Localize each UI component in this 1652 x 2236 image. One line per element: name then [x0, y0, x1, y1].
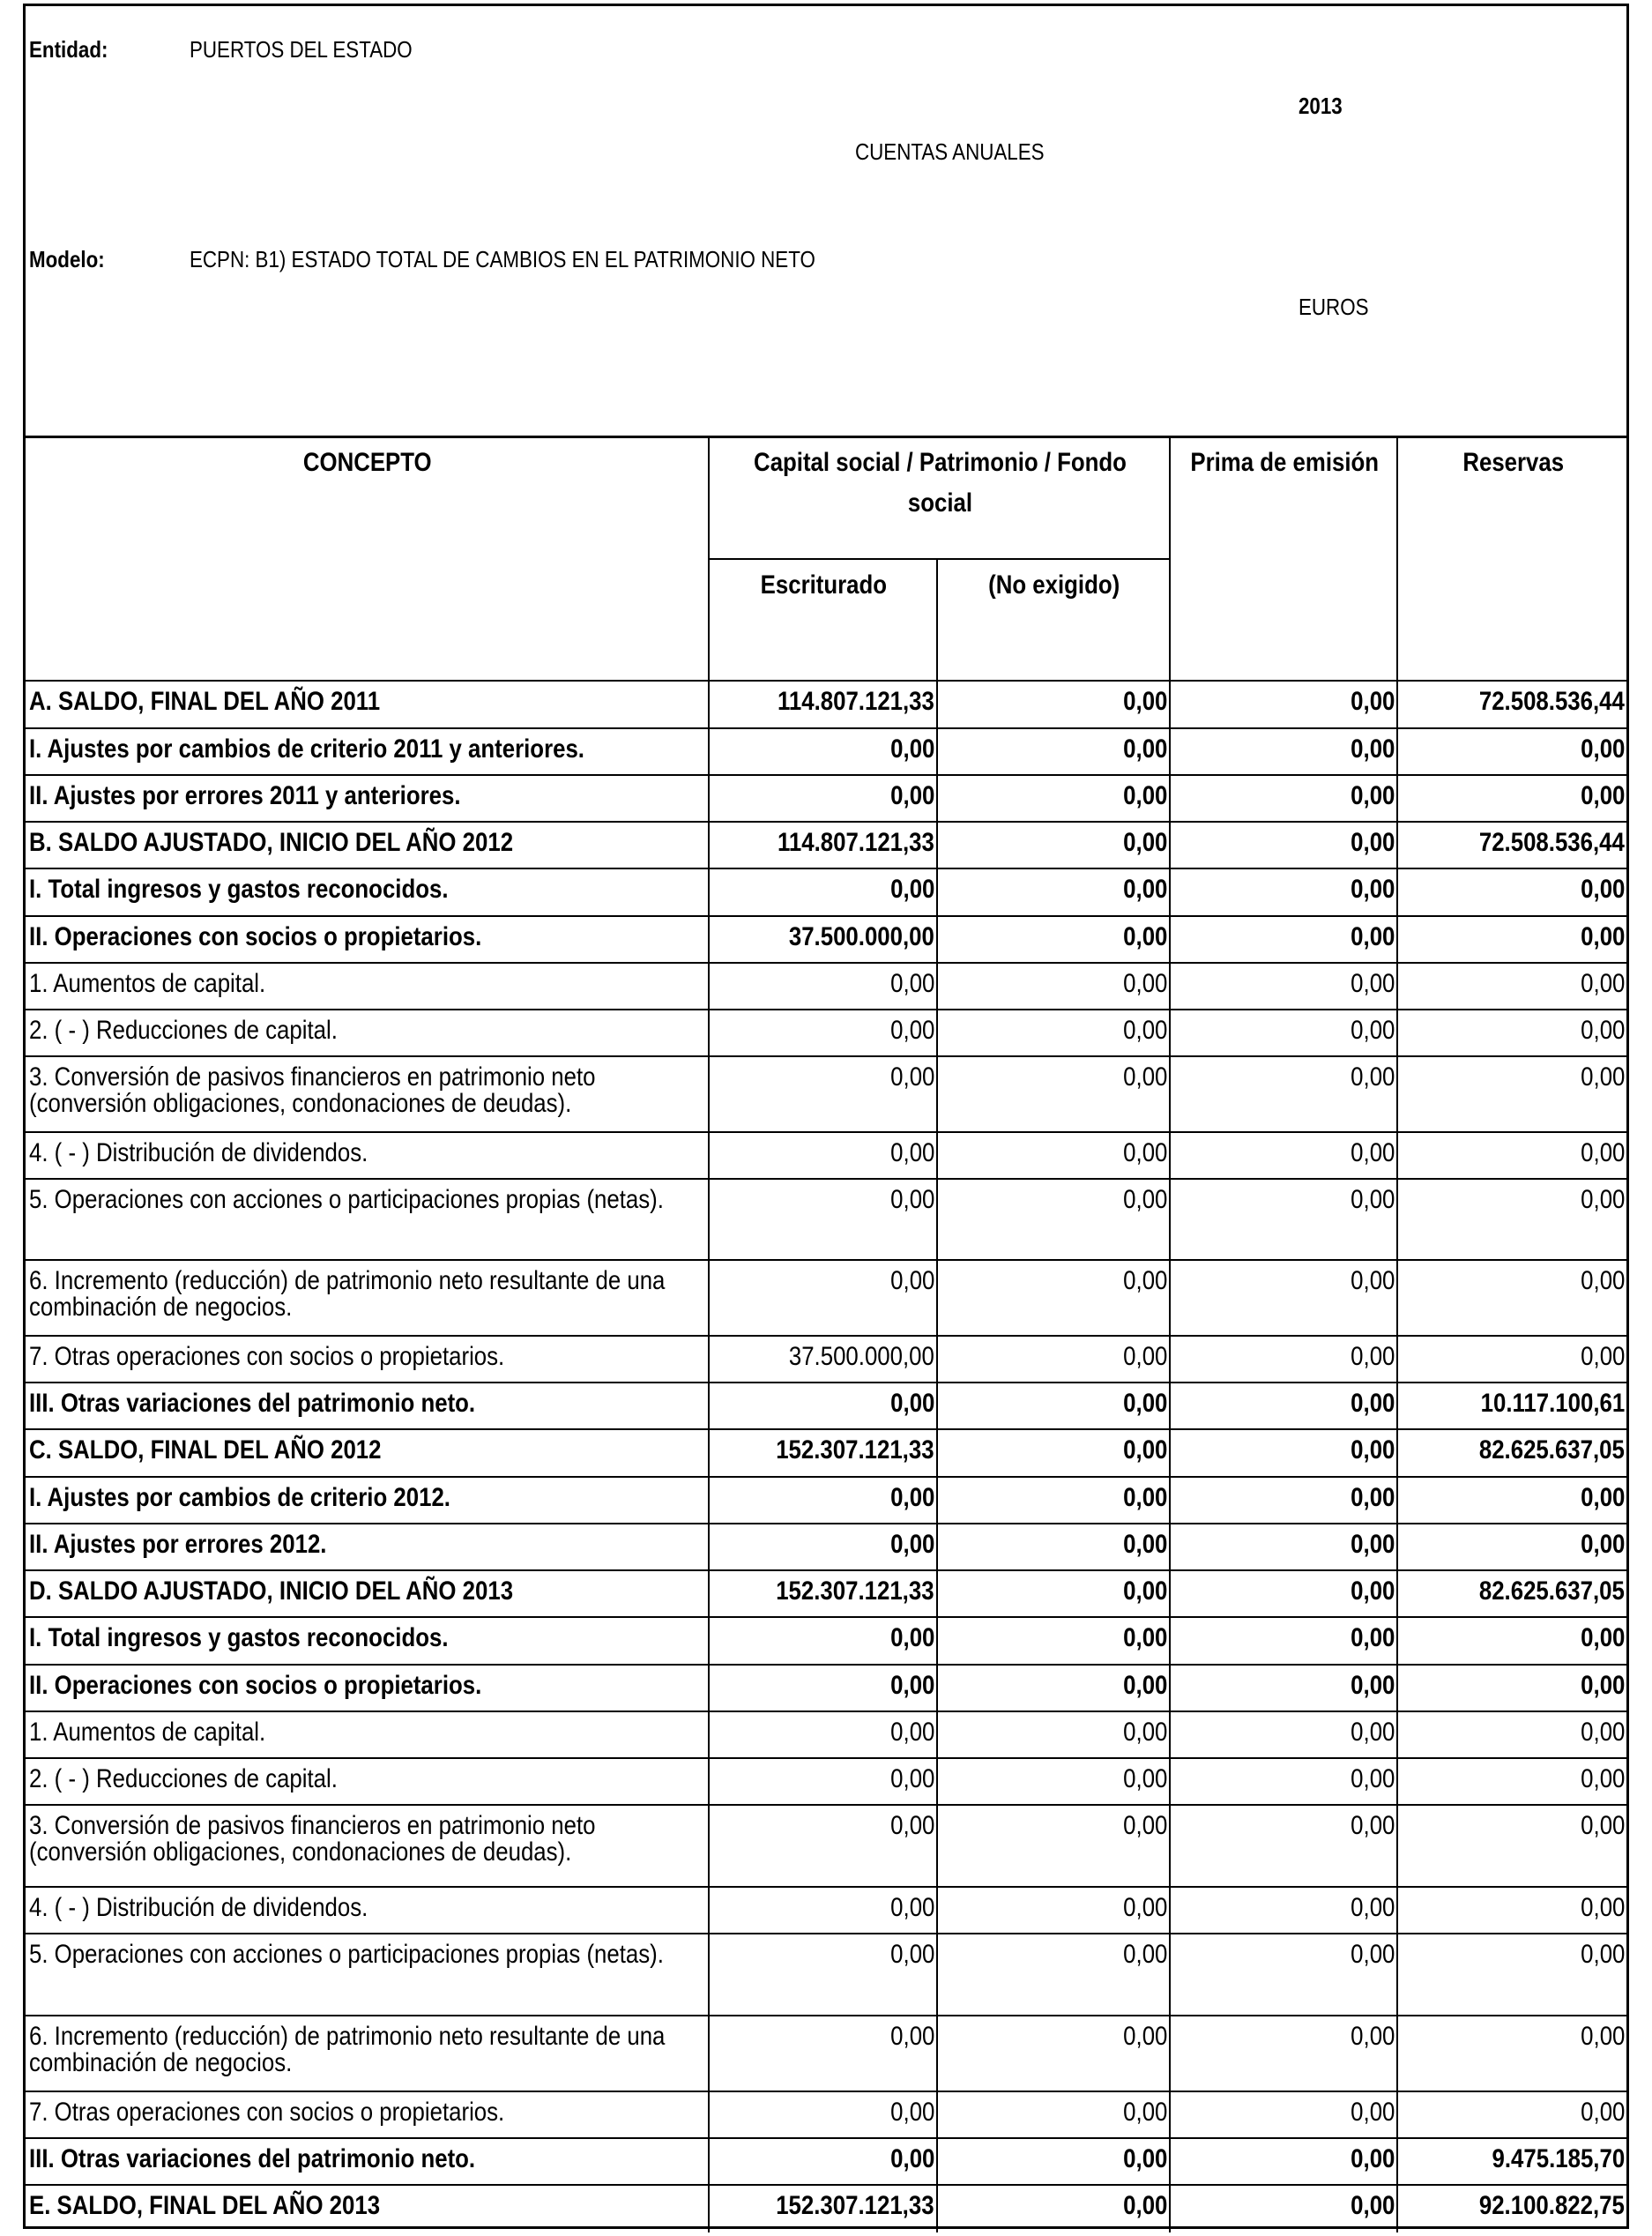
cell-reservas: 9.475.185,70: [1397, 2138, 1626, 2185]
cell-reservas: 0,00: [1397, 1887, 1626, 1934]
cell-escriturado: 0,00: [709, 1260, 937, 1336]
cell-concepto: 5. Operaciones con acciones o participaciones propias (netas).: [26, 1179, 709, 1260]
table-row: [26, 2091, 1626, 2138]
cell-no-exigido: 0,00: [937, 1934, 1170, 2016]
cell-reservas: 0,00: [1397, 1617, 1626, 1665]
cell-no-exigido: 0,00: [937, 1383, 1170, 1429]
cell-no-exigido: 0,00: [937, 2091, 1170, 2138]
table-row: [26, 775, 1626, 822]
cell-no-exigido: 0,00: [937, 1010, 1170, 1056]
cell-concepto: 6. Incremento (reducción) de patrimonio neto resultante de una combinación de negocios.: [26, 2016, 709, 2091]
cell-escriturado: 114.807.121,33: [709, 822, 937, 868]
cell-escriturado: 0,00: [709, 1524, 937, 1570]
cell-concepto: 5. Operaciones con acciones o participaciones propias (netas).: [26, 1934, 709, 2016]
cell-no-exigido: 0,00: [937, 681, 1170, 728]
cell-reservas: 0,00: [1397, 1010, 1626, 1056]
cell-escriturado: 152.307.121,33: [709, 1570, 937, 1617]
cell-escriturado: 0,00: [709, 1056, 937, 1132]
cell-escriturado: 0,00: [709, 1617, 937, 1665]
table-row: [26, 963, 1626, 1010]
cell-reservas: 0,00: [1397, 1665, 1626, 1711]
cell-prima: 0,00: [1170, 1665, 1397, 1711]
cell-prima: 0,00: [1170, 1887, 1397, 1934]
cell-escriturado: 0,00: [709, 2138, 937, 2185]
cell-no-exigido: 0,00: [937, 1132, 1170, 1179]
cell-escriturado: 0,00: [709, 963, 937, 1010]
cell-no-exigido: 0,00: [937, 868, 1170, 916]
report-year: 2013: [1299, 93, 1343, 119]
table-row: [26, 2016, 1626, 2091]
table-row: [26, 1934, 1626, 2016]
cell-escriturado: 0,00: [709, 775, 937, 822]
table-row: [26, 1056, 1626, 1132]
table-row: [26, 1758, 1626, 1805]
cell-concepto: 2. ( - ) Reducciones de capital.: [26, 1010, 709, 1056]
cell-no-exigido: 0,00: [937, 1524, 1170, 1570]
cell-concepto: A. SALDO, FINAL DEL AÑO 2011: [26, 681, 709, 728]
table-row: [26, 1477, 1626, 1524]
table-row: [26, 1711, 1626, 1758]
table-row: [26, 1132, 1626, 1179]
equity-changes-table: [26, 437, 1626, 2232]
table-row: [26, 2138, 1626, 2185]
cell-concepto: 3. Conversión de pasivos financieros en patrimonio neto (conversión obligaciones, condonaciones de deudas).: [26, 1056, 709, 1132]
cell-concepto: 2. ( - ) Reducciones de capital.: [26, 1758, 709, 1805]
cell-escriturado: 0,00: [709, 1383, 937, 1429]
cell-prima: 0,00: [1170, 1524, 1397, 1570]
cell-escriturado: 0,00: [709, 1132, 937, 1179]
cell-reservas: 0,00: [1397, 1056, 1626, 1132]
col-header-no-exigido: (No exigido): [937, 559, 1170, 681]
table-row: [26, 1429, 1626, 1477]
cell-no-exigido: 0,00: [937, 1665, 1170, 1711]
cell-escriturado: 0,00: [709, 1805, 937, 1887]
cell-concepto: I. Total ingresos y gastos reconocidos.: [26, 1617, 709, 1665]
cell-prima: 0,00: [1170, 728, 1397, 775]
cell-no-exigido: 0,00: [937, 1477, 1170, 1524]
cell-reservas: 0,00: [1397, 1711, 1626, 1758]
cell-escriturado: 37.500.000,00: [709, 916, 937, 963]
table-row: [26, 1617, 1626, 1665]
modelo-value: ECPN: B1) ESTADO TOTAL DE CAMBIOS EN EL PATRIMONIO NETO: [190, 246, 815, 272]
table-row: [26, 1570, 1626, 1617]
cell-escriturado: 152.307.121,33: [709, 1429, 937, 1477]
report-title: CUENTAS ANUALES: [855, 138, 1045, 165]
cell-reservas: 72.508.536,44: [1397, 822, 1626, 868]
cell-concepto: II. Operaciones con socios o propietarios.: [26, 1665, 709, 1711]
entidad-label: Entidad:: [29, 36, 108, 63]
cell-concepto: III. Otras variaciones del patrimonio neto.: [26, 2138, 709, 2185]
cell-prima: 0,00: [1170, 1132, 1397, 1179]
col-header-reservas: Reservas: [1397, 437, 1626, 681]
cell-concepto: 4. ( - ) Distribución de dividendos.: [26, 1887, 709, 1934]
cell-escriturado: 0,00: [709, 1477, 937, 1524]
table-row: [26, 1179, 1626, 1260]
cell-prima: 0,00: [1170, 963, 1397, 1010]
cell-escriturado: 0,00: [709, 1934, 937, 2016]
cell-prima: 0,00: [1170, 2016, 1397, 2091]
cell-reservas: 0,00: [1397, 2091, 1626, 2138]
cell-escriturado: 0,00: [709, 1758, 937, 1805]
cell-escriturado: 0,00: [709, 1010, 937, 1056]
cell-reservas: 0,00: [1397, 775, 1626, 822]
cell-concepto: II. Operaciones con socios o propietarios.: [26, 916, 709, 963]
cell-no-exigido: 0,00: [937, 1887, 1170, 1934]
table-row: [26, 1260, 1626, 1336]
cell-no-exigido: 0,00: [937, 1056, 1170, 1132]
currency-unit: EUROS: [1299, 294, 1369, 320]
cell-no-exigido: 0,00: [937, 1758, 1170, 1805]
cell-no-exigido: 0,00: [937, 1711, 1170, 1758]
cell-concepto: E. SALDO, FINAL DEL AÑO 2013: [26, 2185, 709, 2232]
modelo-label: Modelo:: [29, 246, 105, 272]
table-row: [26, 1524, 1626, 1570]
cell-no-exigido: 0,00: [937, 1260, 1170, 1336]
cell-reservas: 0,00: [1397, 1336, 1626, 1383]
cell-concepto: II. Ajustes por errores 2012.: [26, 1524, 709, 1570]
cell-no-exigido: 0,00: [937, 1336, 1170, 1383]
table-row: [26, 728, 1626, 775]
table-row: [26, 1805, 1626, 1887]
cell-reservas: 82.625.637,05: [1397, 1570, 1626, 1617]
cell-no-exigido: 0,00: [937, 1617, 1170, 1665]
table-row: [26, 1665, 1626, 1711]
cell-no-exigido: 0,00: [937, 775, 1170, 822]
cell-concepto: D. SALDO AJUSTADO, INICIO DEL AÑO 2013: [26, 1570, 709, 1617]
cell-reservas: 0,00: [1397, 963, 1626, 1010]
cell-concepto: C. SALDO, FINAL DEL AÑO 2012: [26, 1429, 709, 1477]
cell-reservas: 10.117.100,61: [1397, 1383, 1626, 1429]
cell-reservas: 0,00: [1397, 1132, 1626, 1179]
cell-reservas: 0,00: [1397, 1260, 1626, 1336]
cell-escriturado: 0,00: [709, 1179, 937, 1260]
cell-prima: 0,00: [1170, 1805, 1397, 1887]
cell-prima: 0,00: [1170, 916, 1397, 963]
cell-no-exigido: 0,00: [937, 2138, 1170, 2185]
cell-prima: 0,00: [1170, 1056, 1397, 1132]
col-header-prima: Prima de emisión: [1170, 437, 1397, 681]
cell-prima: 0,00: [1170, 1179, 1397, 1260]
statement-sheet: [23, 4, 1629, 2229]
cell-concepto: 6. Incremento (reducción) de patrimonio neto resultante de una combinación de negocios.: [26, 1260, 709, 1336]
cell-reservas: 0,00: [1397, 868, 1626, 916]
cell-prima: 0,00: [1170, 2091, 1397, 2138]
cell-prima: 0,00: [1170, 775, 1397, 822]
cell-reservas: 82.625.637,05: [1397, 1429, 1626, 1477]
cell-reservas: 0,00: [1397, 1477, 1626, 1524]
cell-no-exigido: 0,00: [937, 1570, 1170, 1617]
cell-concepto: I. Ajustes por cambios de criterio 2012.: [26, 1477, 709, 1524]
cell-reservas: 0,00: [1397, 1524, 1626, 1570]
cell-reservas: 72.508.536,44: [1397, 681, 1626, 728]
cell-no-exigido: 0,00: [937, 822, 1170, 868]
cell-concepto: 1. Aumentos de capital.: [26, 963, 709, 1010]
cell-escriturado: 0,00: [709, 2091, 937, 2138]
cell-escriturado: 0,00: [709, 868, 937, 916]
cell-concepto: II. Ajustes por errores 2011 y anteriores.: [26, 775, 709, 822]
table-row: [26, 2185, 1626, 2232]
cell-no-exigido: 0,00: [937, 1179, 1170, 1260]
table-row: [26, 1383, 1626, 1429]
cell-escriturado: 0,00: [709, 2016, 937, 2091]
table-row: [26, 681, 1626, 728]
cell-escriturado: 0,00: [709, 728, 937, 775]
table-row: [26, 1336, 1626, 1383]
cell-concepto: 7. Otras operaciones con socios o propietarios.: [26, 1336, 709, 1383]
cell-prima: 0,00: [1170, 1934, 1397, 2016]
col-header-escriturado: Escriturado: [709, 559, 937, 681]
cell-prima: 0,00: [1170, 1477, 1397, 1524]
cell-escriturado: 37.500.000,00: [709, 1336, 937, 1383]
cell-prima: 0,00: [1170, 1617, 1397, 1665]
cell-prima: 0,00: [1170, 1429, 1397, 1477]
cell-prima: 0,00: [1170, 1758, 1397, 1805]
cell-no-exigido: 0,00: [937, 916, 1170, 963]
table-body: [26, 681, 1626, 2232]
cell-prima: 0,00: [1170, 1711, 1397, 1758]
entidad-value: PUERTOS DEL ESTADO: [190, 36, 413, 63]
cell-no-exigido: 0,00: [937, 2016, 1170, 2091]
cell-reservas: 92.100.822,75: [1397, 2185, 1626, 2232]
cell-prima: 0,00: [1170, 868, 1397, 916]
cell-no-exigido: 0,00: [937, 1429, 1170, 1477]
cell-escriturado: 0,00: [709, 1665, 937, 1711]
cell-concepto: 4. ( - ) Distribución de dividendos.: [26, 1132, 709, 1179]
cell-no-exigido: 0,00: [937, 728, 1170, 775]
table-row: [26, 868, 1626, 916]
col-header-concepto: CONCEPTO: [26, 437, 709, 681]
cell-escriturado: 114.807.121,33: [709, 681, 937, 728]
cell-concepto: 3. Conversión de pasivos financieros en patrimonio neto (conversión obligaciones, condonaciones de deudas).: [26, 1805, 709, 1887]
cell-concepto: 1. Aumentos de capital.: [26, 1711, 709, 1758]
table-row: [26, 1887, 1626, 1934]
cell-prima: 0,00: [1170, 1260, 1397, 1336]
cell-prima: 0,00: [1170, 2185, 1397, 2232]
cell-reservas: 0,00: [1397, 1934, 1626, 2016]
cell-concepto: B. SALDO AJUSTADO, INICIO DEL AÑO 2012: [26, 822, 709, 868]
cell-reservas: 0,00: [1397, 1758, 1626, 1805]
cell-concepto: III. Otras variaciones del patrimonio neto.: [26, 1383, 709, 1429]
cell-prima: 0,00: [1170, 822, 1397, 868]
cell-reservas: 0,00: [1397, 2016, 1626, 2091]
cell-reservas: 0,00: [1397, 1805, 1626, 1887]
table-row: [26, 822, 1626, 868]
cell-prima: 0,00: [1170, 1383, 1397, 1429]
cell-no-exigido: 0,00: [937, 963, 1170, 1010]
cell-escriturado: 0,00: [709, 1711, 937, 1758]
cell-concepto: I. Ajustes por cambios de criterio 2011 y anteriores.: [26, 728, 709, 775]
cell-escriturado: 0,00: [709, 1887, 937, 1934]
cell-concepto: I. Total ingresos y gastos reconocidos.: [26, 868, 709, 916]
cell-prima: 0,00: [1170, 1336, 1397, 1383]
cell-prima: 0,00: [1170, 1010, 1397, 1056]
cell-concepto: 7. Otras operaciones con socios o propietarios.: [26, 2091, 709, 2138]
cell-reservas: 0,00: [1397, 1179, 1626, 1260]
cell-reservas: 0,00: [1397, 916, 1626, 963]
cell-no-exigido: 0,00: [937, 2185, 1170, 2232]
cell-no-exigido: 0,00: [937, 1805, 1170, 1887]
cell-prima: 0,00: [1170, 1570, 1397, 1617]
cell-escriturado: 152.307.121,33: [709, 2185, 937, 2232]
table-row: [26, 916, 1626, 963]
table-row: [26, 1010, 1626, 1056]
col-header-capital-social: Capital social / Patrimonio / Fondo social: [709, 437, 1170, 559]
cell-prima: 0,00: [1170, 2138, 1397, 2185]
cell-prima: 0,00: [1170, 681, 1397, 728]
cell-reservas: 0,00: [1397, 728, 1626, 775]
